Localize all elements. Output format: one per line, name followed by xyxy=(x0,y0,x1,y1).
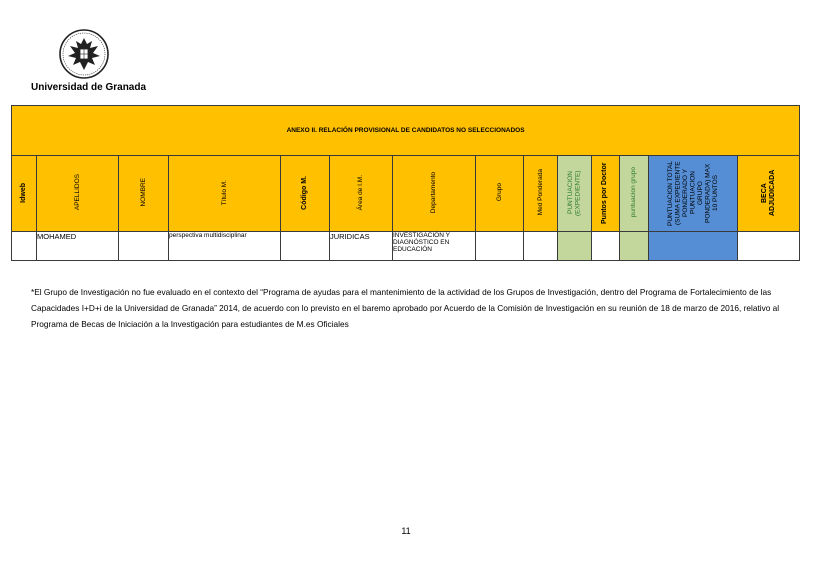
col-header-beca: BECA ADJUDICADA xyxy=(738,156,800,232)
cell-departamento: INVESTIGACIÓN Y DIAGNÓSTICO EN EDUCACIÓN xyxy=(393,232,476,261)
col-header-idweb: Idweb xyxy=(12,156,37,232)
university-crest-icon xyxy=(58,28,110,80)
table-title: ANEXO II. RELACIÓN PROVISIONAL DE CANDIDATOS NO SELECCIONADOS xyxy=(12,106,800,156)
col-header-codigo: Código M. xyxy=(281,156,330,232)
col-header-med-ponderada: Med Ponderada xyxy=(524,156,558,232)
cell-puntuacion-expediente xyxy=(558,232,592,261)
cell-titulo: perspectiva multidisciplinar xyxy=(169,232,281,261)
cell-codigo xyxy=(281,232,330,261)
col-header-departamento: Departamento xyxy=(393,156,476,232)
col-header-puntos-doctor: Puntos por Doctor xyxy=(592,156,620,232)
cell-med-ponderada xyxy=(524,232,558,261)
page-number: 11 xyxy=(401,526,411,536)
cell-apellidos: MOHAMED xyxy=(37,232,119,261)
cell-beca xyxy=(738,232,800,261)
candidates-table xyxy=(11,105,800,261)
col-header-puntuacion-total: PUNTUACION TOTAL (SUMA EXPEDIENTE PONDERADO Y PUNTUACION GRUPO PONDERADA) MAX 10 PUNTOS xyxy=(649,156,738,232)
col-header-nombre: NOMBRE xyxy=(119,156,169,232)
col-header-puntuacion-expediente: PUNTUACION (EXPEDIENTE) xyxy=(558,156,592,232)
col-header-titulo: Título M. xyxy=(169,156,281,232)
col-header-grupo: Grupo xyxy=(476,156,524,232)
col-header-puntuacion-grupo: puntuacion grupo xyxy=(620,156,649,232)
cell-puntuacion-total xyxy=(649,232,738,261)
col-header-apellidos: APELLIDOS xyxy=(37,156,119,232)
col-header-area: Área de I.M. xyxy=(330,156,393,232)
cell-area: JURIDICAS xyxy=(330,232,393,261)
cell-grupo xyxy=(476,232,524,261)
table-row xyxy=(12,232,800,261)
cell-nombre xyxy=(119,232,169,261)
cell-puntuacion-grupo xyxy=(620,232,649,261)
university-name: Universidad de Granada xyxy=(31,82,147,93)
cell-idweb xyxy=(12,232,37,261)
cell-puntos-doctor xyxy=(592,232,620,261)
footnote: *El Grupo de Investigación no fue evaluado en el contexto del “Programa de ayudas para el mantenimiento de la actividad de los Grupos de Investigación, dentro del Programa de Fortalecimiento de las Capacidades I+D+i de la Universidad de Granada” 2014, de acuerdo con lo previsto en el baremo aprobado por Acuerdo de la Comisión de Investigación en su reunión de 18 de marzo de 2016, relativo al Programa de Becas de Iniciación a la Investigación para estudiantes de M.es Oficiales xyxy=(31,287,780,329)
